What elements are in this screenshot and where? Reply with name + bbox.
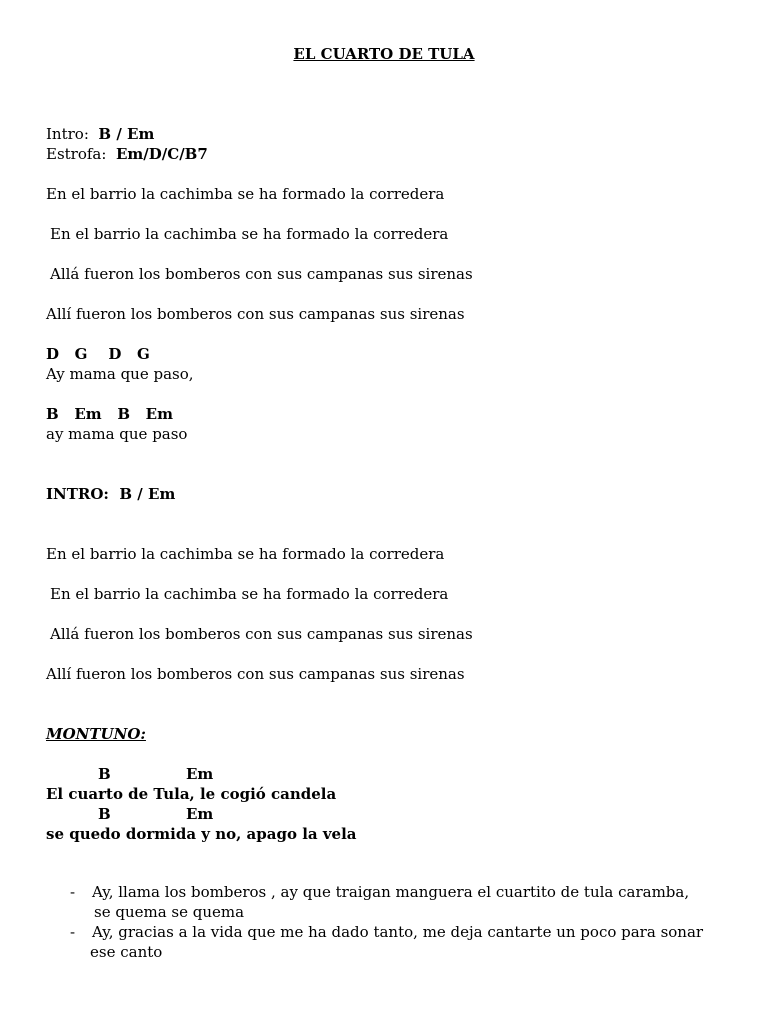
montuno-chord-em-2: Em [186,805,214,823]
intro-repeat: INTRO: B / Em [46,485,176,503]
chorus-chords-1: D G D G [46,345,150,363]
chorus-chords-2: B Em B Em [46,405,173,423]
intro-label: Intro: [46,125,89,143]
intro-chords: B / Em [98,125,155,143]
verse1-line-3: Allá fueron los bomberos con sus campanas sus sirenas [50,265,473,283]
verse1-line-2: En el barrio la cachimba se ha formado la corredera [50,225,449,243]
estrofa-line [46,144,208,164]
verse2-line-4: Allí fueron los bomberos con sus campanas sus sirenas [46,665,465,683]
verse1-line-1: En el barrio la cachimba se ha formado la corredera [46,185,445,203]
verse2-line-2: En el barrio la cachimba se ha formado la corredera [50,585,449,603]
bullet-text-1: Ay, llama los bomberos , ay que traigan manguera el cuartito de tula caramba, [92,883,690,901]
montuno-heading: MONTUNO: [46,725,146,743]
chorus-line-1: Ay mama que paso, [46,365,194,383]
verse2-line-1: En el barrio la cachimba se ha formado la corredera [46,545,445,563]
bullet-text-2: Ay, gracias a la vida que me ha dado tanto, me deja cantarte un poco para sonar [92,923,704,941]
bullet-dash-2: - [70,923,76,941]
verse1-line-4: Allí fueron los bomberos con sus campanas sus sirenas [46,305,465,323]
bullet-cont-1: se quema se quema [94,903,245,921]
chorus-line-2: ay mama que paso [46,425,188,443]
montuno-line-2: se quedo dormida y no, apago la vela [46,825,357,843]
bullet-cont-2: ese canto [90,943,163,961]
verse2-line-3: Allá fueron los bomberos con sus campanas sus sirenas [50,625,473,643]
estrofa-chords: Em/D/C/B7 [115,145,208,163]
montuno-chord-b-1: B [98,765,111,783]
montuno-chord-b-2: B [98,805,111,823]
estrofa-label: Estrofa: [46,145,107,163]
montuno-line-1: El cuarto de Tula, le cogió candela [46,785,337,803]
intro-line [46,124,154,144]
bullet-dash-1: - [70,883,76,901]
song-title: EL CUARTO DE TULA [293,45,475,63]
montuno-chord-em-1: Em [186,765,214,783]
